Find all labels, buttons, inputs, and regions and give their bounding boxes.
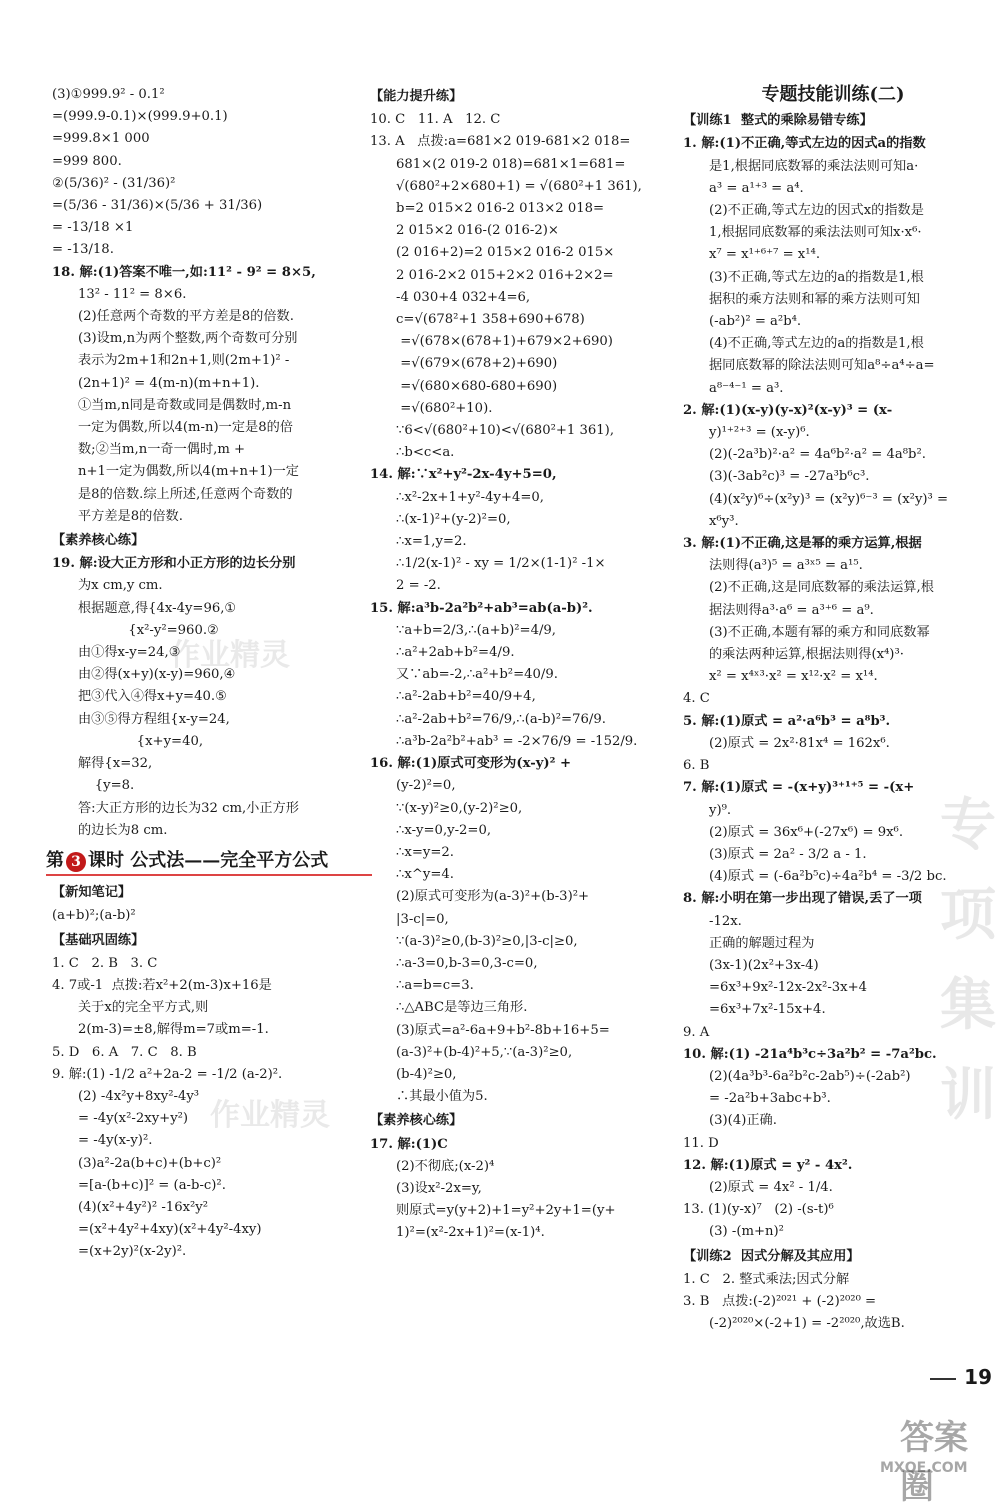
col3-line: (3)原式 = 2a² - 3/2 a - 1. bbox=[709, 846, 867, 862]
watermark-site-url: MXQE.COM bbox=[880, 1460, 968, 1476]
col1-line: 由②得(x+y)(x-y)=960,④ bbox=[78, 667, 236, 683]
col3-line: (-ab²)² = a²b⁴. bbox=[709, 314, 802, 330]
col2-line: ∴x=1,y=2. bbox=[396, 534, 467, 550]
column-middle bbox=[370, 84, 660, 1245]
col2-line: ∴x^y=4. bbox=[396, 867, 454, 883]
col2-line: ∴a²+2ab+b²=4/9. bbox=[396, 645, 515, 661]
col2-line: (3)原式=a²-6a+9+b²-8b+16+5= bbox=[396, 1022, 610, 1038]
lesson-title: 课时 公式法——完全平方公式 bbox=[88, 849, 329, 871]
col1-line: 为x cm,y cm. bbox=[78, 578, 163, 594]
col2-line: 15. 解:a³b-2a²b²+ab³=ab(a-b)². bbox=[370, 600, 593, 616]
watermark-2: 作业精灵 bbox=[210, 1098, 330, 1133]
col2-line: ∴a²-2ab+b²=76/9,∴(a-b)²=76/9. bbox=[396, 711, 606, 727]
col3-line: (2)原式 = 2x²·81x⁴ = 162x⁶. bbox=[709, 735, 890, 751]
col2-line: ∴a-3=0,b-3=0,3-c=0, bbox=[396, 955, 538, 971]
col2-line: ∴x-y=0,y-2=0, bbox=[396, 822, 492, 838]
col3-line: (3)(-3ab²c)³ = -27a³b⁶c³. bbox=[709, 469, 870, 485]
col1-line: (2n+1)² = 4(m-n)(m+n+1). bbox=[78, 375, 260, 391]
col1-line: 18. 解:(1)答案不唯一,如:11² - 9² = 8×5, bbox=[52, 264, 316, 280]
col2-line: ∴b<c<a. bbox=[396, 445, 455, 461]
col2-line: (3)设x²-2x=y, bbox=[396, 1180, 482, 1196]
col1b-line: 4. 7或-1 点拨:若x²+2(m-3)x+16是 bbox=[52, 977, 272, 993]
col2-line: 2 = -2. bbox=[396, 578, 441, 594]
col1b-line: 2(m-3)=±8,解得m=7或m=-1. bbox=[78, 1022, 269, 1038]
col3-line: (2)不正确,这是同底数幂的乘法运算,根 bbox=[709, 580, 934, 596]
col2-line: (2 016+2)=2 015×2 016-2 015× bbox=[396, 245, 615, 261]
col3-line: a⁸⁻⁴⁻¹ = a³. bbox=[709, 380, 784, 396]
col1-line: 是8的倍数.综上所述,任意两个奇数的 bbox=[78, 486, 293, 502]
col3-line: x⁷ = x¹⁺⁶⁺⁷ = x¹⁴. bbox=[709, 247, 821, 263]
col2-line: ∴a²-2ab+b²=40/9+4, bbox=[396, 689, 536, 705]
col1-line: 由③⑤得方程组{x-y=24, bbox=[78, 711, 230, 727]
col3-line: 10. 解:(1) -21a⁴b³c÷3a²b² = -7a²bc. bbox=[683, 1046, 937, 1062]
col1-line: 把③代入④得x+y=40.⑤ bbox=[78, 689, 227, 705]
col1b-line: (2) -4x²y+8xy²-4y³ bbox=[78, 1088, 200, 1104]
col3-line: =6x³+7x²-15x+4. bbox=[709, 1002, 826, 1018]
col1-line: ①当m,n同是奇数或同是偶数时,m-n bbox=[78, 397, 292, 413]
col1-line: n+1一定为偶数,所以4(m+n+1)一定 bbox=[78, 464, 299, 480]
col2-line: (a-3)²+(b-4)²+5,∵(a-3)²≥0, bbox=[396, 1044, 573, 1060]
col1-line: {x+y=40, bbox=[78, 733, 204, 749]
col1-line: 平方差是8的倍数. bbox=[78, 508, 183, 524]
col3-line: 【训练1 整式的乘除易错专练】 bbox=[683, 113, 873, 129]
col2-line: ∵a+b=2/3,∴(a+b)²=4/9, bbox=[396, 622, 556, 638]
col3-line: 法则得(a³)⁵ = a³ˣ⁵ = a¹⁵. bbox=[709, 558, 863, 574]
col3-line: (3x-1)(2x²+3x-4) bbox=[709, 957, 819, 973]
col3-line: y)¹⁺²⁺³ = (x-y)⁶. bbox=[709, 425, 810, 441]
col3-line: 1,根据同底数幂的乘法法则可知x·x⁶· bbox=[709, 225, 922, 241]
col2-line: (2)不彻底;(x-2)⁴ bbox=[396, 1158, 495, 1174]
col3-line: 【训练2 因式分解及其应用】 bbox=[683, 1248, 860, 1264]
col3-line: (4)(x²y)⁶÷(x²y)³ = (x²y)⁶⁻³ = (x²y)³ = bbox=[709, 491, 949, 507]
col2-line: c=√(678²+1 358+690+678) bbox=[396, 312, 585, 328]
col3-line: 8. 解:小明在第一步出现了错误,丢了一项 bbox=[683, 891, 922, 907]
col1b-line: =[a-(b+c)]² = (a-b-c)². bbox=[78, 1177, 226, 1193]
col1-line: (3)设m,n为两个整数,两个奇数可分别 bbox=[78, 331, 298, 347]
col1b-line: = -4y(x-y)². bbox=[78, 1133, 153, 1149]
column-right bbox=[683, 84, 983, 1335]
col3-line: (3)(4)正确. bbox=[709, 1113, 777, 1129]
col3-line: 9. A bbox=[683, 1024, 710, 1040]
col2-line: (2)原式可变形为(a-3)²+(b-3)²+ bbox=[396, 889, 590, 905]
col3-line: 2. 解:(1)(x-y)(y-x)²(x-y)³ = (x- bbox=[683, 402, 893, 418]
col1b-line: 5. D 6. A 7. C 8. B bbox=[52, 1044, 197, 1060]
col1-line: = -13/18 ×1 bbox=[52, 220, 134, 236]
col2-line: 16. 解:(1)原式可变形为(x-y)² + bbox=[370, 756, 572, 772]
col2-line: ∴a=b=c=3. bbox=[396, 978, 474, 994]
col2-line: 【素养核心练】 bbox=[370, 1113, 463, 1129]
col3-line: 是1,根据同底数幂的乘法法则可知a· bbox=[709, 158, 919, 174]
col2-line: (y-2)²=0, bbox=[396, 778, 456, 794]
col1-line: 19. 解:设大正方形和小正方形的边长分别 bbox=[52, 556, 296, 572]
col3-line: (2)原式 = 4x² - 1/4. bbox=[709, 1179, 833, 1195]
col3-line: x² = x⁴ˣ³·x² = x¹²·x² = x¹⁴. bbox=[709, 669, 878, 685]
side-watermark: 专 项 集 训 bbox=[940, 792, 996, 1128]
col2-line: =√(679×(678+2)+690) bbox=[396, 356, 558, 372]
col2-line: 2 015×2 016-(2 016-2)× bbox=[396, 223, 559, 239]
col1b-line: =(x+2y)²(x-2y)². bbox=[78, 1244, 187, 1260]
col1-line: (2)任意两个奇数的平方差是8的倍数. bbox=[78, 309, 294, 325]
col1-line: =999 800. bbox=[52, 153, 122, 169]
col2-line: 10. C 11. A 12. C bbox=[370, 112, 501, 128]
col3-line: 13. (1)(y-x)⁷ (2) -(s-t)⁶ bbox=[683, 1202, 834, 1218]
col1-line: = -13/18. bbox=[52, 242, 114, 258]
col1b-line: (3)a²-2a(b+c)+(b+c)² bbox=[78, 1155, 222, 1171]
col1b-line: 【基础巩固练】 bbox=[52, 932, 145, 948]
col3-line: (-2)²⁰²⁰×(-2+1) = -2²⁰²⁰,故选B. bbox=[709, 1316, 905, 1332]
col2-line: b=2 015×2 016-2 013×2 018= bbox=[396, 201, 605, 217]
col3-line: 4. C bbox=[683, 691, 710, 707]
col2-line: ∵6<√(680²+10)<√(680²+1 361), bbox=[396, 423, 615, 439]
col2-line: ∴△ABC是等边三角形. bbox=[396, 1000, 528, 1016]
col2-line: =√(680²+10). bbox=[396, 400, 493, 416]
col3-line: 正确的解题过程为 bbox=[709, 935, 815, 951]
col2-line: 则原式=y(y+2)+1=y²+2y+1=(y+ bbox=[396, 1203, 616, 1219]
col1b-line: 1. C 2. B 3. C bbox=[52, 955, 158, 971]
col3-line: 据法则得a³·a⁶ = a³⁺⁶ = a⁹. bbox=[709, 602, 874, 618]
col2-line: 681×(2 019-2 018)=681×1=681= bbox=[396, 156, 626, 172]
col2-line: |3-c|=0, bbox=[396, 911, 449, 927]
col1b-line: (a+b)²;(a-b)² bbox=[52, 908, 136, 924]
col3-line: (2)不正确,等式左边的因式x的指数是 bbox=[709, 203, 924, 219]
col2-line: =√(680×680-680+690) bbox=[396, 378, 558, 394]
col1b-line: 【新知笔记】 bbox=[52, 885, 132, 901]
col3-line: (2)原式 = 36x⁶+(-27x⁶) = 9x⁶. bbox=[709, 824, 904, 840]
col1-line: 表示为2m+1和2n+1,则(2m+1)² - bbox=[78, 353, 290, 369]
col3-line: 1. 解:(1)不正确,等式左边的因式a的指数 bbox=[683, 136, 926, 152]
col3-line: -12x. bbox=[709, 913, 742, 929]
col1-line: 由①得x-y=24,③ bbox=[78, 645, 181, 661]
watermark-site-logo: 答案圈 bbox=[900, 1418, 968, 1507]
topic-heading: 专题技能训练(二) bbox=[761, 84, 905, 105]
col2-line: ∴a³b-2a²b²+ab³ = -2×76/9 = -152/9. bbox=[396, 733, 638, 749]
col3-line: (2)(-2a³b)²·a² = 4a⁶b²·a² = 4a⁸b². bbox=[709, 447, 926, 463]
col3-line: 11. D bbox=[683, 1135, 719, 1151]
lesson-heading bbox=[46, 850, 372, 876]
col3-line: (4)不正确,等式左边的a的指数是1,根 bbox=[709, 336, 924, 352]
col2-line: 14. 解:∵x²+y²-2x-4y+5=0, bbox=[370, 467, 557, 483]
col3-line: 3. B 点拨:(-2)²⁰²¹ + (-2)²⁰²⁰ = bbox=[683, 1293, 877, 1309]
col3-line: (3)不正确,本题有幂的乘方和同底数幂 bbox=[709, 624, 930, 640]
col1-line: {y=8. bbox=[78, 778, 135, 794]
col1b-line: (4)(x²+4y²)² -16x²y² bbox=[78, 1199, 209, 1215]
col2-line: ∴x=y=2. bbox=[396, 844, 454, 860]
col1-line: 13² - 11² = 8×6. bbox=[78, 286, 187, 302]
col1-line: 【素养核心练】 bbox=[52, 533, 145, 549]
col1-line: ②(5/36)² - (31/36)² bbox=[52, 175, 176, 191]
col2-line: 又∵ab=-2,∴a²+b²=40/9. bbox=[396, 667, 558, 683]
col1b-line: 关于x的完全平方式,则 bbox=[78, 1000, 209, 1016]
col3-line: = -2a²b+3abc+b³. bbox=[709, 1091, 831, 1107]
col3-line: =6x³+9x²-12x-2x²-3x+4 bbox=[709, 980, 868, 996]
col2-line: ∴1/2(x-1)² - xy = 1/2×(1-1)² -1× bbox=[396, 556, 606, 572]
col3-line: 6. B bbox=[683, 758, 710, 774]
lesson-prefix: 第 bbox=[46, 849, 64, 871]
col1-line: 根据题意,得{4x-4y=96,① bbox=[78, 600, 237, 616]
col1b-line: =(x²+4y²+4xy)(x²+4y²-4xy) bbox=[78, 1222, 262, 1238]
col3-line: 5. 解:(1)原式 = a²·a⁶b³ = a⁸b³. bbox=[683, 713, 891, 729]
col3-line: 3. 解:(1)不正确,这是幂的乘方运算,根据 bbox=[683, 536, 922, 552]
col3-line: 的乘法两种运算,根据法则得(x⁴)³· bbox=[709, 647, 904, 663]
col2-line: ∵(x-y)²≥0,(y-2)²≥0, bbox=[396, 800, 523, 816]
col1-line: 解得{x=32, bbox=[78, 756, 153, 772]
col1-line: 答:大正方形的边长为32 cm,小正方形 bbox=[78, 800, 299, 816]
col3-line: 1. C 2. 整式乘法;因式分解 bbox=[683, 1271, 850, 1287]
col3-line: 据同底数幂的除法法则可知a⁸÷a⁴÷a= bbox=[709, 358, 935, 374]
col2-line: ∴x²-2x+1+y²-4y+4=0, bbox=[396, 489, 544, 505]
col2-line: ∴其最小值为5. bbox=[396, 1089, 488, 1105]
col2-line: -4 030+4 032+4=6, bbox=[396, 289, 531, 305]
col1-line: =999.8×1 000 bbox=[52, 131, 150, 147]
col3-line: x⁶y³. bbox=[709, 513, 739, 529]
col3-line: (4)原式 = (-6a²b⁵c)÷4a²b⁴ = -3/2 bc. bbox=[709, 869, 947, 885]
watermark-1: 作业精灵 bbox=[170, 638, 290, 673]
col3-line: 7. 解:(1)原式 = -(x+y)³⁺¹⁺⁵ = -(x+ bbox=[683, 780, 915, 796]
col2-line: 17. 解:(1)C bbox=[370, 1136, 448, 1152]
col2-line: 2 016-2×2 015+2×2 016+2×2= bbox=[396, 267, 614, 283]
col1-line: =(5/36 - 31/36)×(5/36 + 31/36) bbox=[52, 198, 263, 214]
col2-line: =√(678×(678+1)+679×2+690) bbox=[396, 334, 613, 350]
col3-line: 据积的乘方法则和幂的乘方法则可知 bbox=[709, 291, 920, 307]
col3-line: a³ = a¹⁺³ = a⁴. bbox=[709, 180, 804, 196]
col3-line: 12. 解:(1)原式 = y² - 4x². bbox=[683, 1157, 853, 1173]
col2-line: 13. A 点拨:a=681×2 019-681×2 018= bbox=[370, 134, 631, 150]
col1-line: (3)①999.9² - 0.1² bbox=[52, 87, 165, 102]
col3-line: y)⁹. bbox=[709, 802, 732, 818]
col1-line: {x²-y²=960.② bbox=[78, 622, 219, 638]
page-number: 19 bbox=[930, 1365, 992, 1389]
col1-line: =(999.9-0.1)×(999.9+0.1) bbox=[52, 109, 228, 125]
col1-line: 的边长为8 cm. bbox=[78, 822, 168, 838]
col3-line: (2)(4a³b³-6a²b²c-2ab⁵)÷(-2ab²) bbox=[709, 1068, 911, 1084]
col2-line: 【能力提升练】 bbox=[370, 89, 463, 104]
col1b-line: = -4y(x²-2xy+y²) bbox=[78, 1111, 189, 1127]
col2-line: ∵(a-3)²≥0,(b-3)²≥0,|3-c|≥0, bbox=[396, 933, 578, 949]
col3-line: (3) -(m+n)² bbox=[709, 1224, 784, 1240]
col2-line: 1)²=(x²-2x+1)²=(x-1)⁴. bbox=[396, 1225, 545, 1241]
col3-line: (3)不正确,等式左边的a的指数是1,根 bbox=[709, 269, 924, 285]
col1-line: 一定为偶数,所以4(m-n)一定是8的倍 bbox=[78, 420, 293, 436]
lesson-number-badge: 3 bbox=[66, 852, 86, 872]
col2-line: (b-4)²≥0, bbox=[396, 1066, 457, 1082]
col2-line: √(680²+2×680+1) = √(680²+1 361), bbox=[396, 178, 642, 194]
col2-line: ∴(x-1)²+(y-2)²=0, bbox=[396, 511, 511, 527]
col1b-line: 9. 解:(1) -1/2 a²+2a-2 = -1/2 (a-2)². bbox=[52, 1066, 283, 1082]
col1-line: 数;②当m,n一奇一偶时,m + bbox=[78, 442, 246, 458]
